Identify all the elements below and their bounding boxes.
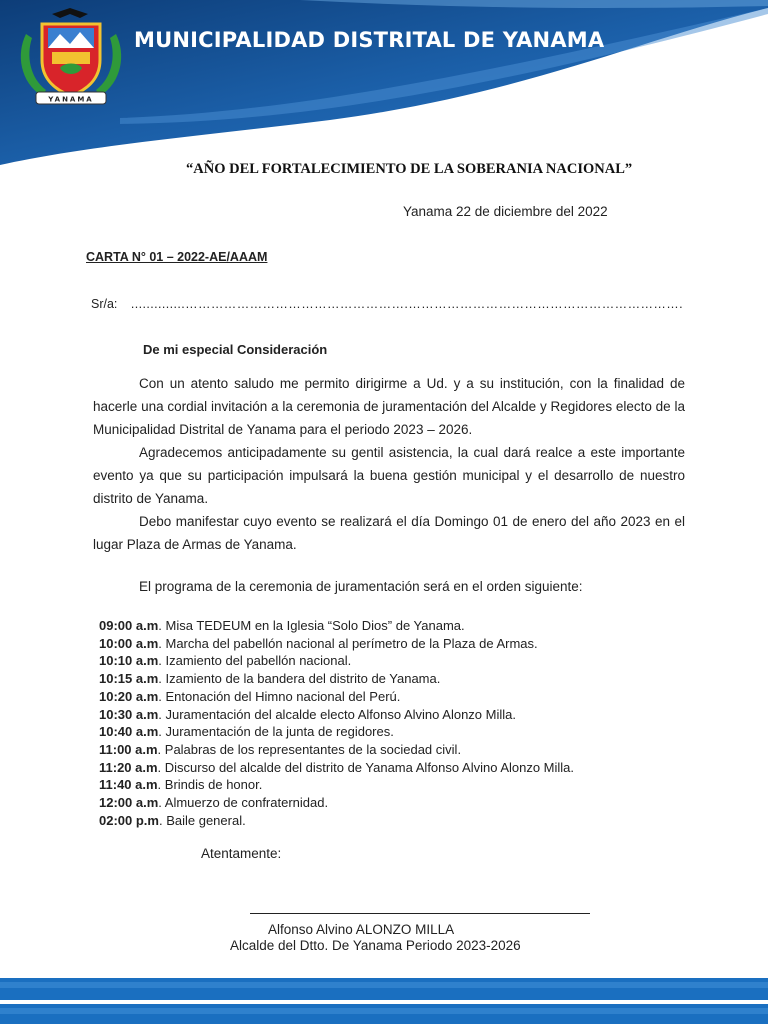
schedule-item bbox=[99, 723, 574, 741]
schedule-item bbox=[99, 776, 574, 794]
schedule-activity: . Marcha del pabellón nacional al perímetro de la Plaza de Armas. bbox=[158, 635, 538, 651]
schedule-item bbox=[99, 741, 574, 759]
signatory-role: Alcalde del Dtto. De Yanama Periodo 2023-2026 bbox=[230, 938, 521, 953]
recipient-label: Sr/a: bbox=[91, 297, 118, 311]
closing: Atentamente: bbox=[201, 846, 282, 861]
ceremony-schedule bbox=[99, 617, 574, 829]
schedule-item bbox=[99, 635, 574, 653]
letter-reference: CARTA N° 01 – 2022-AE/AAAM bbox=[86, 250, 268, 264]
schedule-activity: . Baile general. bbox=[158, 812, 246, 828]
schedule-time: 10:20 a.m bbox=[99, 688, 159, 704]
place-date: Yanama 22 de diciembre del 2022 bbox=[403, 204, 608, 219]
schedule-activity: . Juramentación de la junta de regidores. bbox=[158, 724, 394, 740]
schedule-time: 10:30 a.m bbox=[99, 706, 159, 722]
schedule-time: 10:10 a.m bbox=[99, 653, 159, 669]
schedule-activity: . Juramentación del alcalde electo Alfonso Alvino Alonzo Milla. bbox=[158, 706, 516, 722]
schedule-item bbox=[99, 812, 574, 830]
schedule-time: 12:00 a.m bbox=[99, 795, 159, 811]
schedule-activity: . Palabras de los representantes de la sociedad civil. bbox=[157, 741, 462, 757]
body-paragraph: Debo manifestar cuyo evento se realizará el día Domingo 01 de enero del año 2023 en el lugar Plaza de Armas de Yanama. bbox=[93, 514, 685, 552]
schedule-time: 11:20 a.m bbox=[99, 759, 158, 775]
footer-band bbox=[0, 978, 768, 1024]
schedule-activity: . Discurso del alcalde del distrito de Yanama Alfonso Alvino Alonzo Milla. bbox=[157, 759, 575, 775]
municipal-seal-icon bbox=[12, 4, 130, 108]
schedule-activity: . Misa TEDEUM en la Iglesia “Solo Dios” de Yanama. bbox=[158, 618, 465, 633]
recipient-line bbox=[91, 297, 683, 311]
year-motto: “AÑO DEL FORTALECIMIENTO DE LA SOBERANIA NACIONAL” bbox=[186, 161, 633, 177]
schedule-time: 10:00 a.m bbox=[99, 635, 159, 651]
schedule-item bbox=[99, 759, 574, 777]
body-paragraph: Con un atento saludo me permito dirigirme a Ud. y a su institución, con la finalidad de hacerle una cordial invitación a la ceremonia de juramentación del Alcalde y Regidores electo de la Municipalidad Distrital de Yanama para el periodo 2023 – 2026. bbox=[93, 376, 685, 437]
body-paragraph: Agradecemos anticipadamente su gentil asistencia, la cual dará realce a este importante evento ya que su participación impulsará la buena gestión municipal y el desarrollo de nuestro distrito de Yanama. bbox=[93, 445, 685, 506]
schedule-time: 11:40 a.m bbox=[99, 777, 158, 793]
institution-title: MUNICIPALIDAD DISTRITAL DE YANAMA bbox=[134, 28, 605, 52]
schedule-activity: . Izamiento del pabellón nacional. bbox=[158, 653, 352, 669]
program-intro: El programa de la ceremonia de juramentación será en el orden siguiente: bbox=[139, 579, 583, 594]
salutation: De mi especial Consideración bbox=[143, 342, 328, 357]
schedule-item bbox=[99, 794, 574, 812]
schedule-time: 09:00 a.m bbox=[99, 618, 159, 633]
signatory-name: Alfonso Alvino ALONZO MILLA bbox=[268, 922, 455, 937]
schedule-activity: . Brindis de honor. bbox=[157, 777, 263, 793]
schedule-activity: . Almuerzo de confraternidad. bbox=[158, 795, 329, 811]
schedule-activity: . Izamiento de la bandera del distrito de Yanama. bbox=[158, 671, 441, 687]
schedule-item bbox=[99, 670, 574, 688]
schedule-item bbox=[99, 706, 574, 724]
schedule-time: 10:15 a.m bbox=[99, 671, 159, 687]
schedule-time: 02:00 p.m bbox=[99, 812, 159, 828]
schedule-item bbox=[99, 617, 574, 635]
signature-line bbox=[250, 913, 590, 914]
schedule-time: 11:00 a.m bbox=[99, 741, 158, 757]
schedule-item bbox=[99, 652, 574, 670]
schedule-activity: . Entonación del Himno nacional del Perú. bbox=[158, 688, 401, 704]
schedule-item bbox=[99, 688, 574, 706]
schedule-time: 10:40 a.m bbox=[99, 724, 159, 740]
recipient-placeholder: ..............…………………………………………….………………………………………………………. bbox=[130, 297, 684, 311]
seal-label: YANAMA bbox=[48, 95, 94, 104]
